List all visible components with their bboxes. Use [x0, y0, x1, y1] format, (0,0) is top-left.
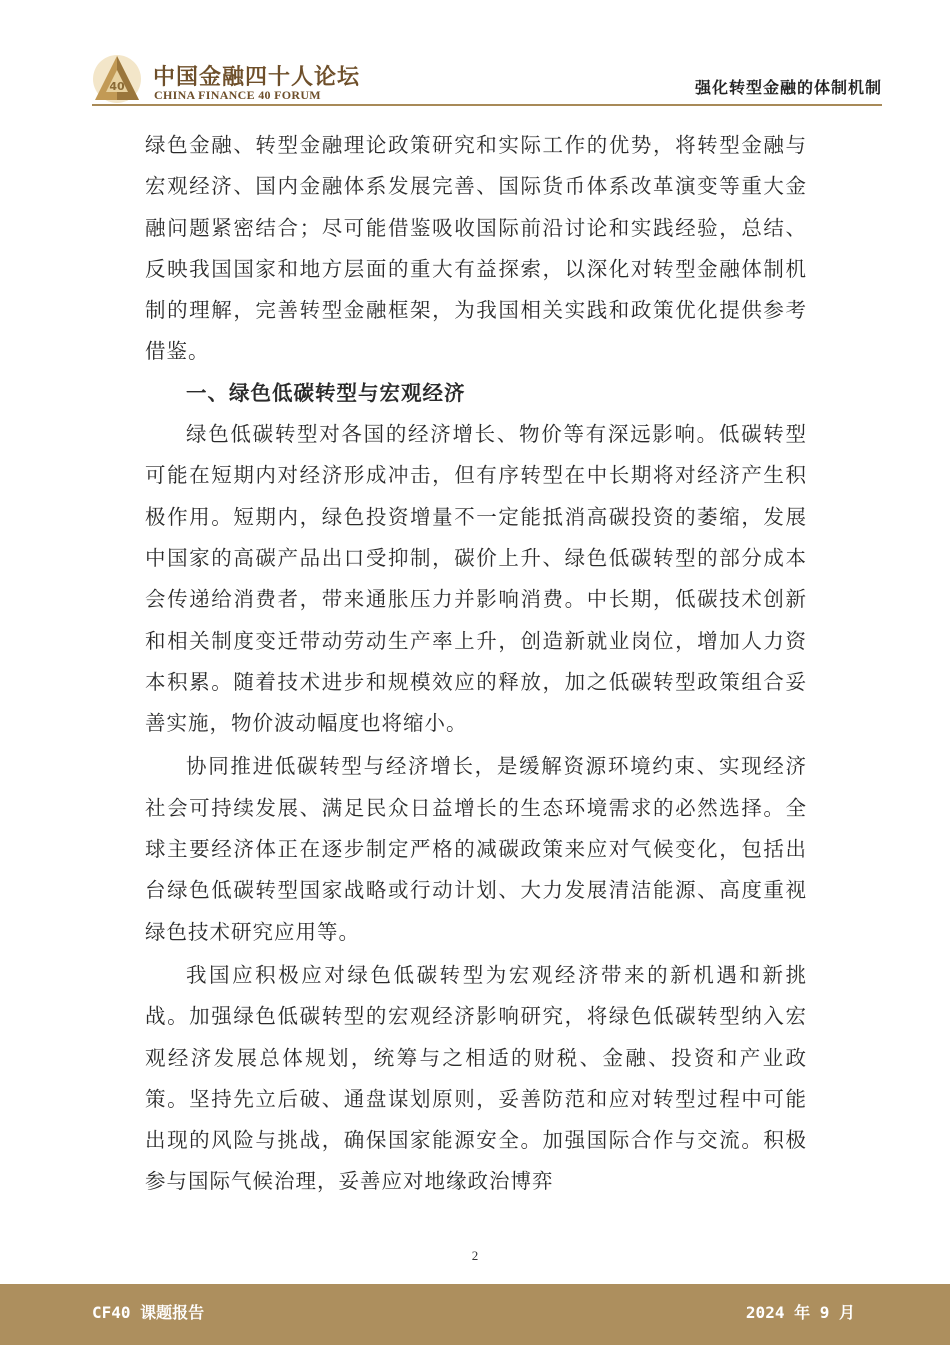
main-content: [145, 125, 807, 1203]
page-footer: [0, 1284, 950, 1345]
pyramid-logo-icon: [92, 52, 142, 104]
footer-date: 2024 年 9 月: [745, 1303, 855, 1322]
paragraph-1: 绿色金融、转型金融理论政策研究和实际工作的优势，将转型金融与宏观经济、国内金融体系发展完善、国际货币体系改革演变等重大金融问题紧密结合；尽可能借鉴吸收国际前沿讨论和实践经验，总结、反映我国国家和地方层面的重大有益探索，以深化对转型金融体制机制的理解，完善转型金融框架，为我国相关实践和政策优化提供参考借鉴。: [145, 133, 807, 364]
paragraph-2: 绿色低碳转型对各国的经济增长、物价等有深远影响。低碳转型可能在短期内对经济形成冲击，但有序转型在中长期将对经济产生积极作用。短期内，绿色投资增量不一定能抵消高碳投资的萎缩，发展中国家的高碳产品出口受抑制，碳价上升、绿色低碳转型的部分成本会传递给消费者，带来通胀压力并影响消费。中长期，低碳技术创新和相关制度变迁带动劳动生产率上升，创造新就业岗位，增加人力资本积累。随着技术进步和规模效应的释放，加之低碳转型政策组合妥善实施，物价波动幅度也将缩小。: [145, 422, 807, 736]
paragraph-3: 协同推进低碳转型与经济增长，是缓解资源环境约束、实现经济社会可持续发展、满足民众日益增长的生态环境需求的必然选择。全球主要经济体正在逐步制定严格的减碳政策来应对气候变化，包括出台绿色低碳转型国家战略或行动计划、大力发展清洁能源、高度重视绿色技术研究应用等。: [145, 754, 807, 944]
header-divider: [92, 104, 882, 106]
logo-text-cn: 中国金融四十人论坛: [153, 65, 361, 90]
logo-text-en: CHINA FINANCE 40 FORUM: [154, 88, 321, 102]
section-heading: 一、绿色低碳转型与宏观经济: [186, 380, 466, 405]
document-title: 强化转型金融的体制机制: [694, 78, 882, 97]
page-header: [0, 0, 950, 112]
paragraph-4: 我国应积极应对绿色低碳转型为宏观经济带来的新机遇和新挑战。加强绿色低碳转型的宏观经济影响研究，将绿色低碳转型纳入宏观经济发展总体规划，统筹与之相适的财税、金融、投资和产业政策。坚持先立后破、通盘谋划原则，妥善防范和应对转型过程中可能出现的风险与挑战，确保国家能源安全。加强国际合作与交流。积极参与国际气候治理，妥善应对地缘政治博弈: [145, 962, 807, 1194]
page-number: 2: [471, 1248, 479, 1263]
footer-report-label: CF40 课题报告: [92, 1303, 205, 1322]
svg-text:40: 40: [109, 80, 125, 93]
